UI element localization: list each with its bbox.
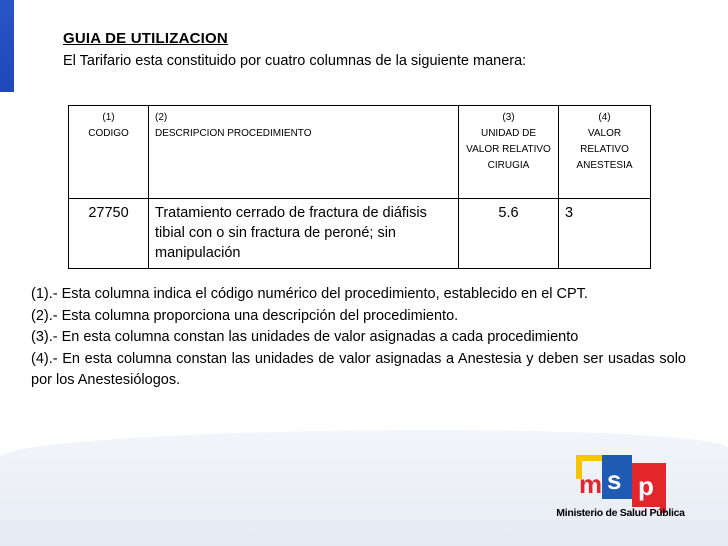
note-3: (3).- En esta columna constan las unidades de valor asignadas a cada procedimiento <box>31 329 579 345</box>
cell-description: Tratamiento cerrado de fractura de diáfisis tibial con o sin fractura de peroné; sin manipulación <box>149 199 459 269</box>
table-header-row <box>69 106 651 199</box>
note-1: (1).- Esta columna indica el código numérico del procedimiento, establecido en el CPT. <box>31 286 588 302</box>
table-row <box>69 199 651 269</box>
page-title: GUIA DE UTILIZACION <box>63 30 228 47</box>
header-codigo <box>69 106 149 199</box>
logo-letter-s: s <box>607 465 622 495</box>
header-codigo-label: CODIGO <box>88 128 129 139</box>
logo-yellow-top <box>576 455 602 461</box>
left-accent-bar <box>0 0 14 92</box>
cell-code: 27750 <box>69 199 149 269</box>
note-4: (4).- En esta columna constan las unidades de valor asignadas a Anestesia y deben ser usadas solo por los Anestesiólogos. <box>31 350 686 388</box>
header-anestesia-num: (4) <box>598 112 611 123</box>
header-unidad-valor-label: UNIDAD DE VALOR RELATIVO CIRUGIA <box>466 128 551 171</box>
header-unidad-valor-num: (3) <box>502 112 515 123</box>
cell-anesthesia-value: 3 <box>559 199 651 269</box>
header-descripcion-num: (2) <box>155 112 168 123</box>
header-descripcion-label: DESCRIPCION PROCEDIMIENTO <box>155 128 312 139</box>
header-codigo-num: (1) <box>102 112 115 123</box>
note-2: (2).- Esta columna proporciona una descripción del procedimiento. <box>31 307 459 324</box>
header-unidad-valor <box>459 106 559 199</box>
header-anestesia-label: VALOR RELATIVO ANESTESIA <box>576 128 633 171</box>
tarifario-table <box>68 105 651 269</box>
logo-letter-m: m <box>579 469 603 499</box>
header-descripcion <box>149 106 459 199</box>
logo-letter-p: p <box>638 471 654 501</box>
header-anestesia <box>559 106 651 199</box>
page-subtitle: El Tarifario esta constituido por cuatro columnas de la siguiente manera: <box>63 53 527 69</box>
logo-caption: Ministerio de Salud Pública <box>556 507 685 519</box>
notes-section <box>31 284 686 392</box>
cell-surgery-value: 5.6 <box>459 199 559 269</box>
